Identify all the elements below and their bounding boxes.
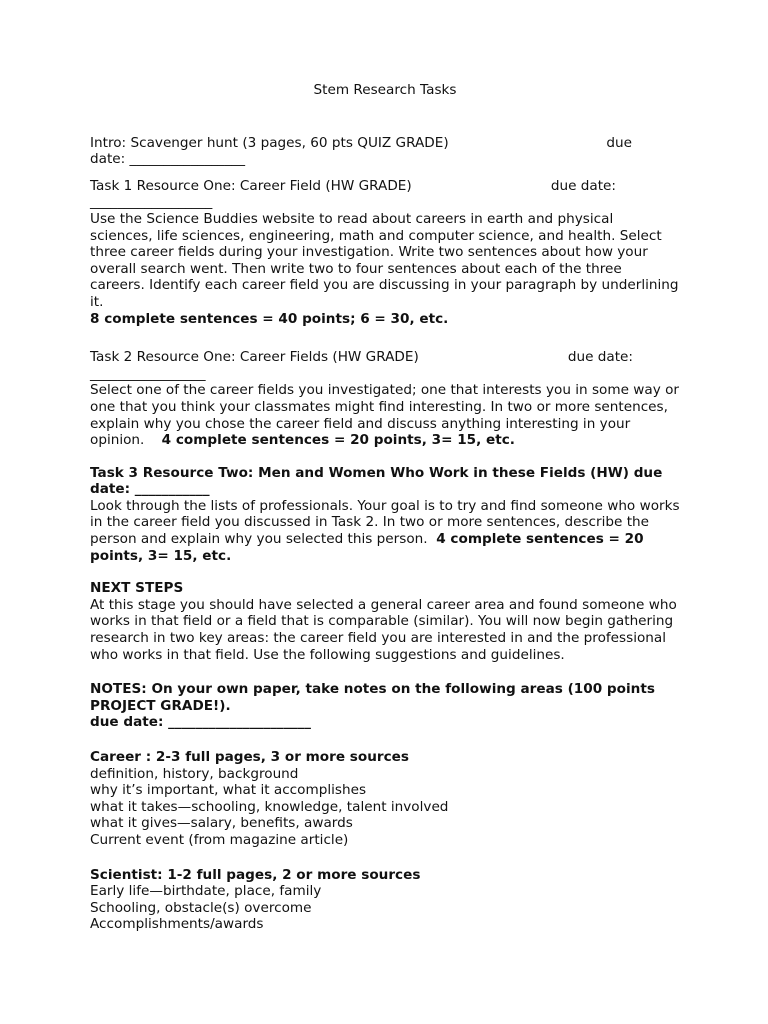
notes-heading: NOTES: On your own paper, take notes on the following areas (100 points PROJECT GRADE!). [90, 681, 655, 714]
next-steps-section [90, 580, 680, 663]
task1-points: 8 complete sentences = 40 points; 6 = 30, etc. [90, 310, 449, 327]
task3-points: 4 complete sentences = 20 points, 3= 15, etc. [90, 531, 644, 564]
career-heading: Career : 2-3 full pages, 3 or more sources [90, 749, 409, 765]
task2-body-text: Select one of the career fields you investigated; one that interests you in some way or one that you think your classmates might find interesting. In two or more sentences, explain why you chose the career field and discuss anything interesting in your opinion. [90, 382, 680, 449]
intro-heading: Intro: Scavenger hunt (3 pages, 60 pts QUIZ GRADE) [90, 134, 449, 151]
scientist-list [90, 883, 680, 933]
scientist-section [90, 867, 680, 933]
task3-body-text: Look through the lists of professionals. Your goal is to try and find someone who works in the career field you discussed in Task 2. In two or more sentences, describe the person and explain why you selected this person. [90, 497, 680, 548]
task1-row [90, 178, 680, 195]
document-page [90, 82, 680, 949]
task2-heading: Task 2 Resource One: Career Fields (HW GRADE) [90, 349, 419, 366]
task2-row [90, 349, 680, 366]
intro-due-label: due [606, 134, 632, 151]
task3-body [90, 498, 680, 564]
task1-due-blank: __________________ [90, 194, 213, 211]
career-item: what it gives—salary, benefits, awards [90, 815, 353, 832]
task3-section [90, 465, 680, 565]
scientist-item: Early life—birthdate, place, family [90, 883, 322, 900]
scientist-item: Schooling, obstacle(s) overcome [90, 899, 312, 916]
task2-due-blank: _________________ [90, 365, 206, 382]
task1-due-label: due date: [550, 177, 616, 194]
task2-section [90, 349, 680, 449]
scientist-item: Accomplishments/awards [90, 916, 264, 933]
next-steps-heading: NEXT STEPS [90, 580, 184, 597]
career-list [90, 766, 680, 849]
task1-body: Use the Science Buddies website to read about careers in earth and physical sciences, life sciences, engineering, math and computer science, and health. Select three career fields during your investigation. Write two sentences about how your overall search went. Then write two to four sentences about each of the three careers. Identify each career field you are discussing in your paragraph by underlining it. [90, 210, 679, 310]
intro-due-date: date: _________________ [90, 151, 246, 168]
career-item: what it takes—schooling, knowledge, talent involved [90, 798, 449, 815]
career-item: definition, history, background [90, 765, 299, 782]
next-steps-body: At this stage you should have selected a general career area and found someone who works in that field or a field that is comparable (similar). You will now begin gathering research in two key areas: the career field you are interested in and the professional who works in that field. Use the following suggestions and guidelines. [90, 596, 677, 663]
page-title: Stem Research Tasks [313, 82, 457, 98]
task2-points: 4 complete sentences = 20 points, 3= 15, etc. [161, 432, 515, 449]
scientist-heading: Scientist: 1-2 full pages, 2 or more sources [90, 866, 421, 883]
notes-section [90, 681, 680, 731]
task2-due-label: due date: [567, 349, 633, 366]
task3-heading: Task 3 Resource Two: Men and Women Who Work in these Fields (HW) due date: ___________ [90, 464, 663, 498]
notes-due-date: due date: _____________________ [90, 714, 311, 731]
career-section [90, 749, 680, 849]
intro-section [90, 135, 680, 168]
career-item: Current event (from magazine article) [90, 831, 349, 848]
career-item: why it’s important, what it accomplishes [90, 782, 367, 799]
intro-row [90, 135, 680, 152]
task1-heading: Task 1 Resource One: Career Field (HW GRADE) [90, 177, 412, 194]
task1-section [90, 178, 680, 327]
task2-body [90, 382, 680, 448]
